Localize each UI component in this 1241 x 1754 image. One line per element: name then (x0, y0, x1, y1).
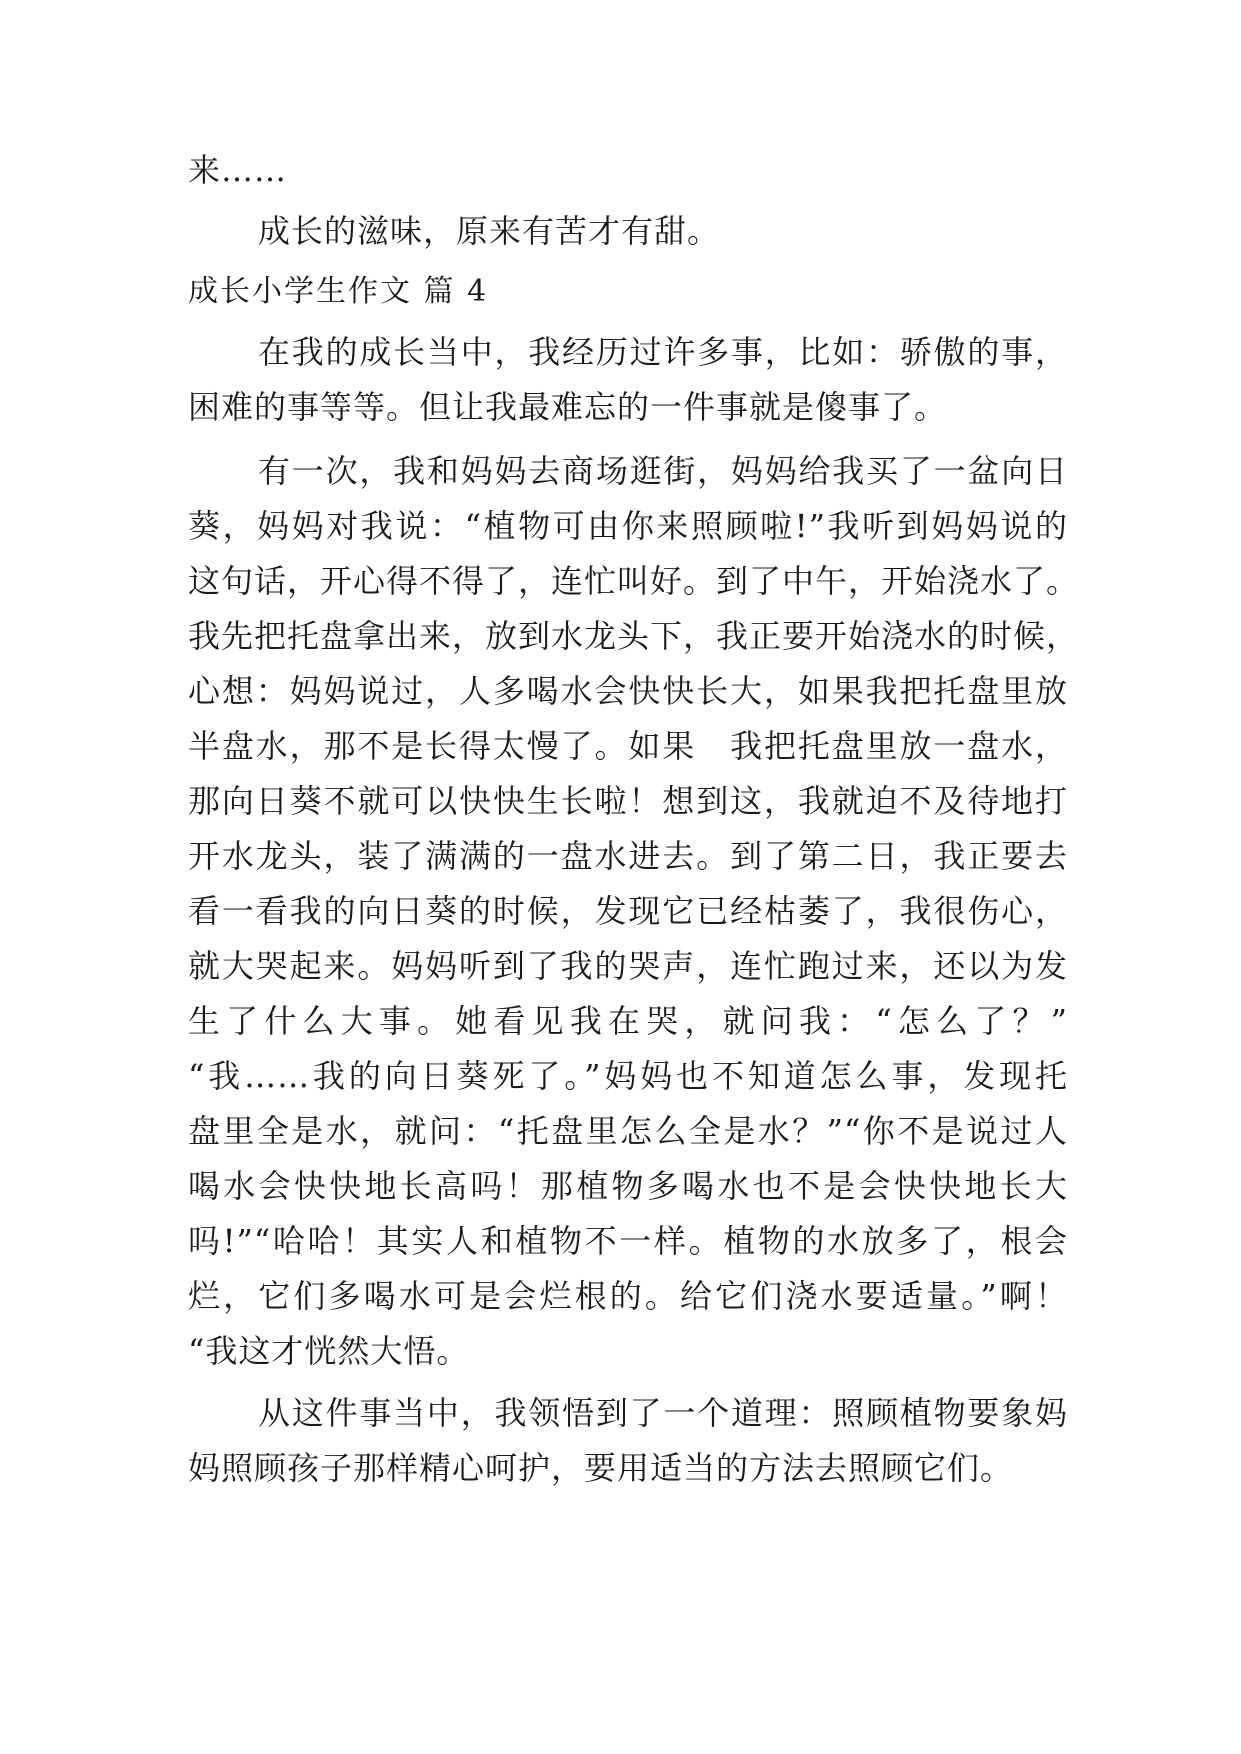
text-line: 我先把托盘拿出来，放到水龙头下，我正要开始浇水的时候， (188, 617, 1080, 655)
section-title: 成长小学生作文 篇 4 (188, 274, 489, 309)
text-line: 盘里全是水，就问：“托盘里怎么全是水？”“你不是说过人 (188, 1112, 1068, 1150)
text-line: 看一看我的向日葵的时候，发现它已经枯萎了，我很伤心， (188, 892, 1068, 930)
text-line: 吗!”“哈哈！其实人和植物不一样。植物的水放多了，根会 (188, 1222, 1068, 1260)
text-line: 开水龙头，装了满满的一盘水进去。到了第二日，我正要去 (188, 837, 1068, 875)
text-line: 有一次，我和妈妈去商场逛街，妈妈给我买了一盆向日 (258, 452, 1068, 490)
text-line: 困难的事等等。但让我最难忘的一件事就是傻事了。 (188, 388, 948, 426)
text-line: 半盘水，那不是长得太慢了。如果 我把托盘里放一盘水， (188, 727, 1068, 765)
text-line: 这句话，开心得不得了，连忙叫好。到了中午，开始浇水了。 (188, 562, 1080, 600)
text-line: 从这件事当中，我领悟到了一个道理：照顾植物要象妈 (258, 1394, 1068, 1432)
text-line: “我……我的向日葵死了。”妈妈也不知道怎么事，发现托 (188, 1057, 1068, 1095)
text-line: “我这才恍然大悟。 (188, 1332, 470, 1370)
text-line: 心想：妈妈说过，人多喝水会快快长大，如果我把托盘里放 (188, 672, 1068, 710)
text-line: 葵，妈妈对我说：“植物可由你来照顾啦!”我听到妈妈说的 (188, 507, 1068, 545)
text-line: 生了什么大事。她看见我在哭，就问我：“怎么了？” (188, 1002, 1068, 1040)
text-line: 喝水会快快地长高吗！那植物多喝水也不是会快快地长大 (188, 1167, 1068, 1205)
text-line: 成长的滋味，原来有苦才有甜。 (258, 212, 721, 250)
text-line: 来…… (188, 151, 288, 189)
text-line: 烂，它们多喝水可是会烂根的。给它们浇水要适量。”啊！ (188, 1277, 1068, 1315)
text-line: 就大哭起来。妈妈听到了我的哭声，连忙跑过来，还以为发 (188, 947, 1068, 985)
text-line: 那向日葵不就可以快快生长啦！想到这，我就迫不及待地打 (188, 782, 1068, 820)
text-line: 妈照顾孩子那样精心呵护，要用适当的方法去照顾它们。 (188, 1449, 1014, 1487)
text-line: 在我的成长当中，我经历过许多事，比如：骄傲的事， (258, 333, 1068, 371)
